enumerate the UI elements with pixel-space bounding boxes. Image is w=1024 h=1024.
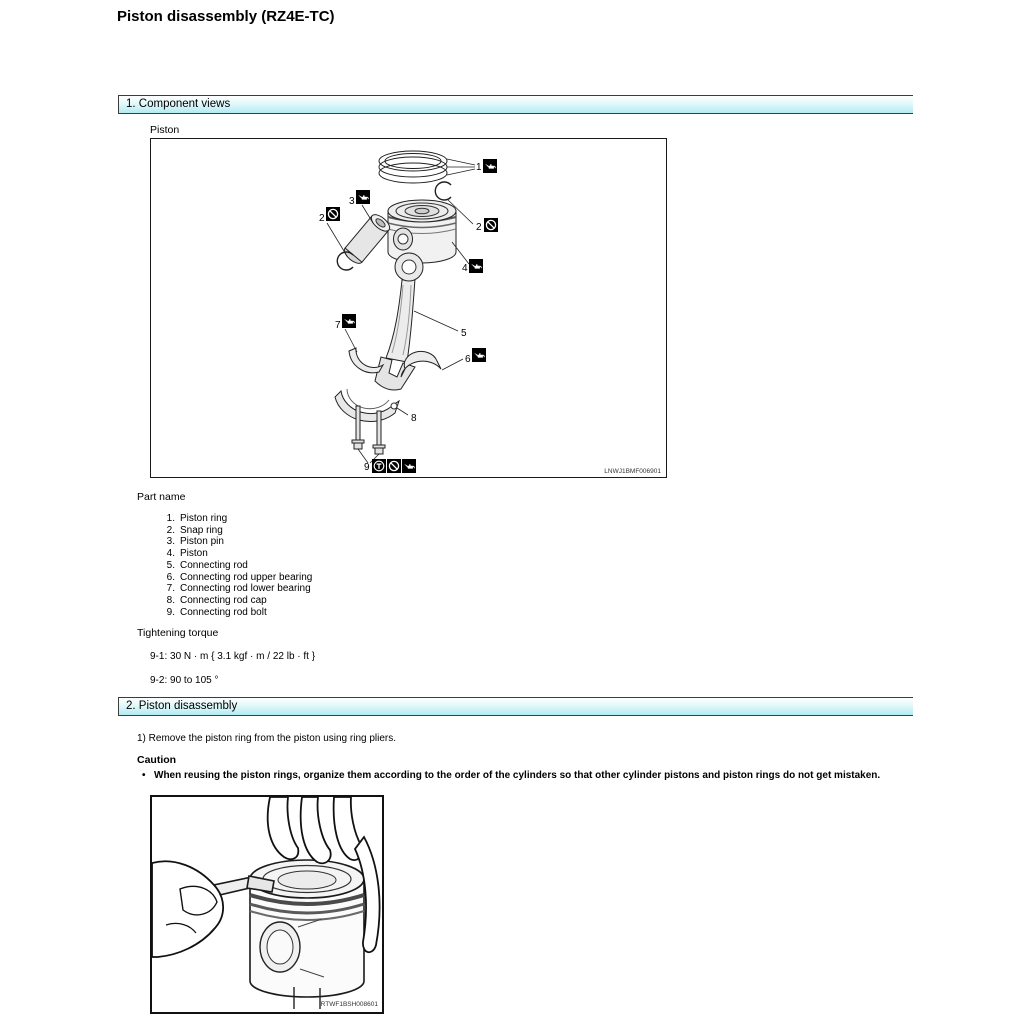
part-number: 5. <box>166 559 175 571</box>
part-list-item <box>159 536 312 548</box>
apply-oil-icon <box>472 348 486 362</box>
callout-3: 3 <box>349 196 355 207</box>
part-list-item <box>159 560 312 572</box>
part-number: 3. <box>166 536 175 548</box>
caution-text: When reusing the piston rings, organize them according to the order of the cylinders so that other cylinder pistons and piston rings do not get mistaken. <box>154 770 881 781</box>
piston-exploded-view-drawing <box>151 139 666 477</box>
section-header-label: 2. Piston disassembly <box>126 700 238 712</box>
tightening-torque-heading: Tightening torque <box>137 627 219 639</box>
caution-item <box>142 770 916 781</box>
part-list-item <box>159 525 312 537</box>
apply-oil-icon <box>402 459 416 473</box>
step-1-text: 1) Remove the piston ring from the piston using ring pliers. <box>137 733 397 744</box>
part-list-item <box>159 583 312 595</box>
part-number: 1. <box>166 513 175 524</box>
callout-7: 7 <box>335 320 341 331</box>
callout-6: 6 <box>465 354 471 365</box>
part-list-item <box>159 513 312 525</box>
bullet-marker: • <box>142 770 146 781</box>
callout-9: 9 <box>364 462 370 473</box>
apply-oil-icon <box>342 314 356 328</box>
section-header-label: 1. Component views <box>126 98 231 110</box>
torque-icon <box>372 459 386 473</box>
do-not-reuse-icon <box>484 218 498 232</box>
part-number: 8. <box>166 594 175 606</box>
piston-pin-drawing <box>342 212 393 267</box>
figure-piston-exploded-view <box>150 138 667 478</box>
part-number: 9. <box>166 606 175 618</box>
part-name: Connecting rod upper bearing <box>180 571 313 583</box>
figure1-caption: Piston <box>150 124 180 136</box>
figure2-code: RTWF1BSH008601 <box>320 1001 378 1008</box>
part-list-item <box>159 607 312 619</box>
piston-drawing <box>388 200 456 263</box>
part-name: Piston ring <box>180 513 228 524</box>
part-number: 7. <box>166 583 175 595</box>
part-list-item <box>159 595 312 607</box>
part-list-item <box>159 572 312 584</box>
page-title: Piston disassembly (RZ4E-TC) <box>117 8 335 25</box>
callout-5: 5 <box>461 328 467 339</box>
ring-pliers-drawing <box>152 797 382 1012</box>
section-header-component-views <box>118 95 913 114</box>
part-number: 2. <box>166 524 175 536</box>
figure-ring-pliers <box>150 795 384 1014</box>
part-number: 6. <box>166 571 175 583</box>
callout-2-right: 2 <box>476 222 482 233</box>
part-name: Piston pin <box>180 536 224 548</box>
apply-oil-icon <box>469 259 483 273</box>
torque-spec-1: 9-1: 30 N · m { 3.1 kgf · m / 22 lb · ft } <box>150 651 316 662</box>
part-name: Snap ring <box>180 524 223 536</box>
hand-holding-pliers-drawing <box>152 861 223 957</box>
callout-4: 4 <box>462 263 468 274</box>
do-not-reuse-icon <box>387 459 401 473</box>
part-list-item <box>159 548 312 560</box>
part-name: Connecting rod bolt <box>180 606 267 618</box>
figure1-code: LNWJ1BMF006901 <box>604 468 661 475</box>
do-not-reuse-icon <box>326 207 340 221</box>
part-name: Piston <box>180 548 208 560</box>
callout-2-left: 2 <box>319 213 325 224</box>
caution-heading: Caution <box>137 754 177 766</box>
apply-oil-icon <box>483 159 497 173</box>
part-name: Connecting rod <box>180 559 248 571</box>
connecting-rod-drawing <box>375 253 423 390</box>
part-number: 4. <box>166 548 175 560</box>
part-name: Connecting rod cap <box>180 594 267 606</box>
part-name-heading: Part name <box>137 491 186 503</box>
snap-ring-right-drawing <box>435 182 451 200</box>
part-name-list <box>159 513 312 618</box>
rod-cap-drawing <box>335 389 399 422</box>
piston-rings-drawing <box>379 151 447 183</box>
rod-lower-bearing-drawing <box>349 348 383 373</box>
part-name: Connecting rod lower bearing <box>180 583 311 595</box>
callout-1: 1 <box>476 162 482 173</box>
callout-8: 8 <box>411 413 417 424</box>
section-header-piston-disassembly <box>118 697 913 716</box>
torque-spec-2: 9-2: 90 to 105 ° <box>150 675 219 686</box>
apply-oil-icon <box>356 190 370 204</box>
